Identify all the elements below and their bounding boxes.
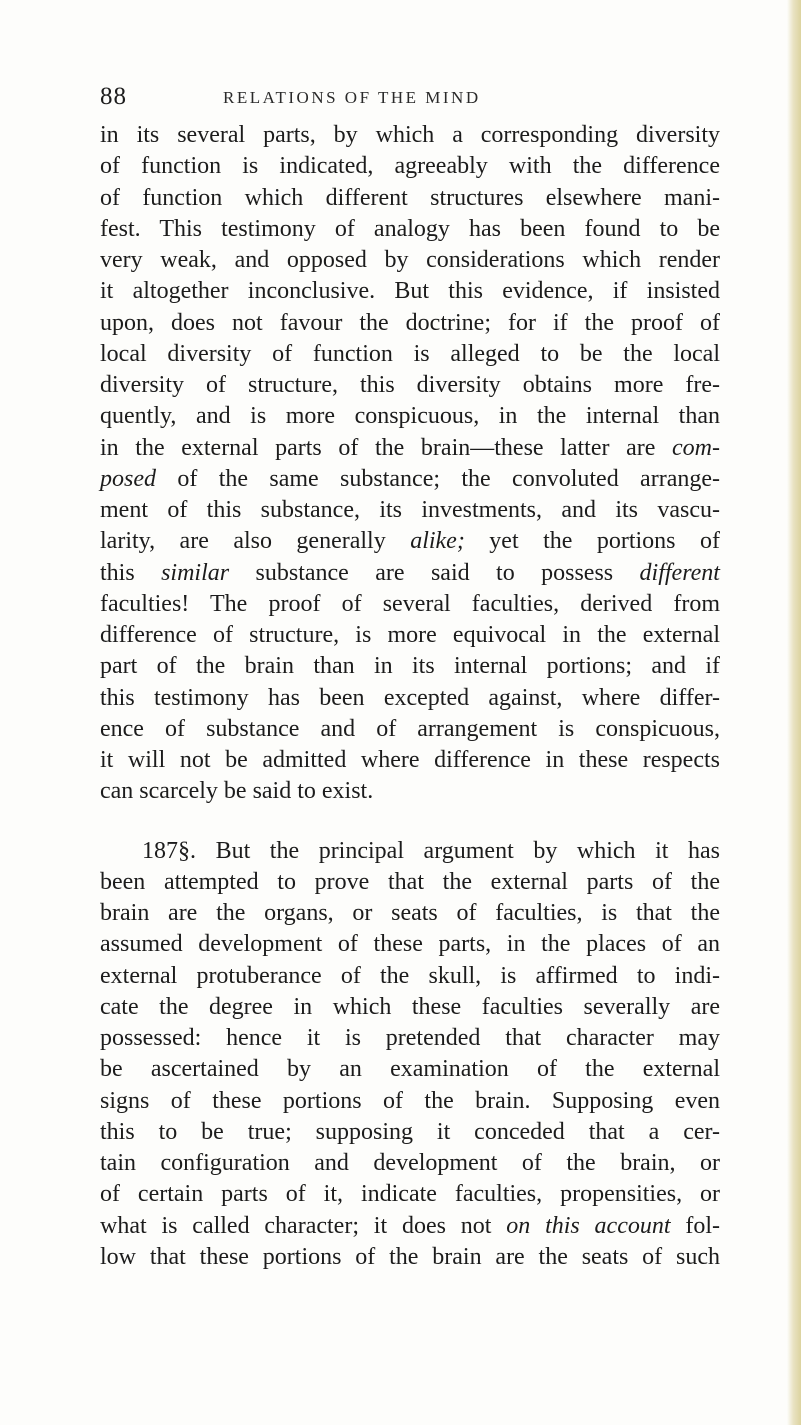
italic-term: on this account [506, 1212, 671, 1239]
text-line: it altogether inconclusive. But this evidence, if insisted [100, 278, 720, 305]
text-line: of function is indicated, agreeably with the difference [100, 153, 720, 180]
text-line: can scarcely be said to exist. [100, 778, 374, 805]
paragraph-2 [100, 836, 720, 1274]
text-line: upon, does not favour the doctrine; for if the proof of [100, 309, 720, 336]
paragraph-1 [100, 120, 720, 808]
italic-term: alike; [410, 528, 465, 555]
text-line: larity, are also generally alike; yet the portions of [100, 528, 720, 555]
text-line: in the external parts of the brain—these latter are com- [100, 434, 720, 461]
italic-term: similar [161, 559, 230, 586]
text-line: it will not be admitted where difference in these respects [100, 747, 720, 773]
text-line: brain are the organs, or seats of faculties, is that the [100, 900, 720, 926]
text-line: fest. This testimony of analogy has been found to be [100, 215, 720, 242]
text-line: in its several parts, by which a corresponding diversity [100, 122, 720, 148]
italic-term: different [639, 559, 720, 586]
body-text [100, 120, 720, 1273]
text-line: of certain parts of it, indicate faculties, propensities, or [100, 1181, 720, 1208]
text-line: ence of substance and of arrangement is conspicuous, [100, 715, 720, 742]
page-edge [787, 0, 801, 1425]
text-line: this testimony has been excepted against, where differ- [100, 684, 720, 711]
text-line: part of the brain than in its internal portions; and if [100, 653, 720, 680]
text-line: been attempted to prove that the external parts of the [100, 868, 720, 895]
text-line: tain configuration and development of the brain, or [100, 1150, 720, 1176]
text-line: diversity of structure, this diversity obtains more fre- [100, 372, 720, 398]
text-line: 187§. But the principal argument by which it has [142, 837, 720, 864]
text-line: very weak, and opposed by considerations which render [100, 247, 720, 273]
text-line: posed of the same substance; the convoluted arrange- [100, 465, 720, 492]
text-line: external protuberance of the skull, is affirmed to indi- [100, 962, 720, 989]
italic-term: posed [100, 465, 156, 492]
text-line: possessed: hence it is pretended that character may [100, 1025, 720, 1051]
text-line: local diversity of function is alleged to be the local [100, 340, 720, 367]
text-line: quently, and is more conspicuous, in the internal than [100, 403, 720, 430]
text-line: this to be true; supposing it conceded that a cer- [100, 1118, 720, 1145]
text-line: ment of this substance, its investments, and its vascu- [100, 497, 720, 523]
text-line: cate the degree in which these faculties severally are [100, 993, 720, 1020]
text-line: be ascertained by an examination of the external [100, 1056, 720, 1083]
text-line: what is called character; it does not on this account fol- [100, 1212, 720, 1239]
running-head: RELATIONS OF THE MIND [223, 88, 481, 107]
page-header [100, 82, 700, 112]
text-line: signs of these portions of the brain. Supposing even [100, 1087, 720, 1114]
page-number: 88 [100, 83, 127, 110]
text-line: difference of structure, is more equivocal in the external [100, 622, 720, 648]
text-line: of function which different structures elsewhere mani- [100, 184, 720, 211]
text-line: low that these portions of the brain are the seats of such [100, 1243, 720, 1270]
text-line: this similar substance are said to possess different [100, 559, 720, 586]
text-line: faculties! The proof of several faculties, derived from [100, 590, 720, 617]
text-line: assumed development of these parts, in the places of an [100, 931, 720, 958]
italic-term: com- [672, 434, 720, 461]
